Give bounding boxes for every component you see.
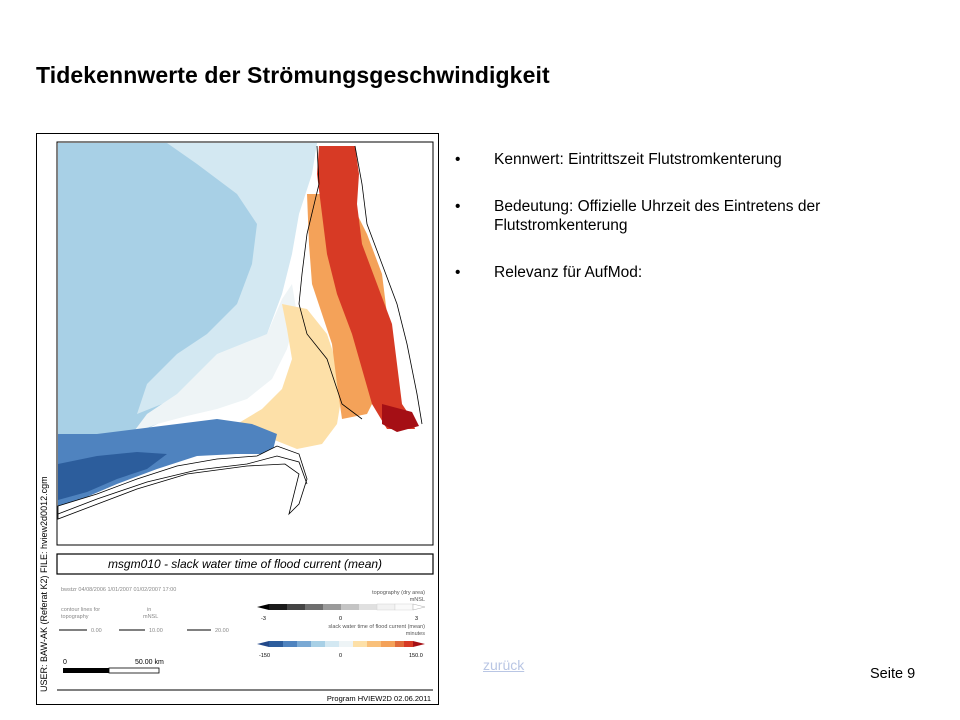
map-svg [37, 134, 439, 705]
back-link[interactable]: zurück [483, 657, 525, 673]
legend-time-title: slack water time of flood current (mean) [328, 624, 425, 630]
legend-topo-tick-1: -3 [261, 616, 266, 622]
bullet-list [455, 150, 895, 310]
bullet-item-kennwert [455, 150, 895, 169]
bullet-text: Kennwert: Eintrittszeit Flutstromkenterung [494, 151, 782, 168]
scale-start: 0 [63, 659, 67, 666]
legend-topo-bar [257, 604, 425, 610]
contour-value-2: 10.00 [149, 628, 163, 634]
legend-topo-tick-2: 0 [339, 616, 343, 622]
map-title: msgm010 - slack water time of flood current (mean) [107, 557, 383, 571]
scale-end: 50.00 km [135, 659, 164, 666]
map-figure [36, 133, 439, 705]
contour-label-2: topography [61, 614, 89, 620]
bullet-marker: • [455, 198, 461, 215]
run-info: bwstzr 04/08/2006 1/01/2007 01/02/2007 17:00 [61, 587, 177, 593]
bullet-text: Bedeutung: Offizielle Uhrzeit des Eintretens der Flutstromkenterung [494, 198, 821, 234]
contour-value-1: 0.00 [91, 628, 102, 634]
legend-topo-unit: mNSL [409, 597, 425, 603]
legend-time-tick-2: 0 [339, 653, 343, 659]
bullet-marker: • [455, 264, 461, 281]
slide-title: Tidekennwerte der Strömungsgeschwindigkeit [36, 62, 550, 88]
legend-time-unit: minutes [405, 631, 425, 637]
bullet-marker: • [455, 151, 461, 168]
figure-footer: Program HVIEW2D 02.06.2011 [326, 694, 431, 703]
legend-topo-tick-3: 3 [415, 616, 419, 622]
legend-time-bar [257, 641, 425, 647]
legend-topo-title: topography (dry area) [372, 590, 425, 596]
bullet-item-relevanz [455, 263, 895, 282]
contour-label-1: contour lines for [61, 607, 101, 613]
legend-time-tick-3: 150.0 [409, 653, 423, 659]
bullet-text: Relevanz für AufMod: [494, 264, 643, 281]
scale-bar-white [109, 668, 159, 673]
contour-unit-1: in [147, 607, 152, 613]
side-label: USER: BAW-AK (Referat K2) FILE: hview2d0012.cgm [39, 476, 49, 692]
page-number: Seite 9 [870, 666, 916, 682]
bullet-item-bedeutung [455, 197, 895, 235]
scale-bar-black [63, 668, 109, 673]
legend-time-tick-1: -150 [259, 653, 271, 659]
contour-unit-2: mNSL [143, 614, 159, 620]
contour-value-3: 20.00 [215, 628, 229, 634]
